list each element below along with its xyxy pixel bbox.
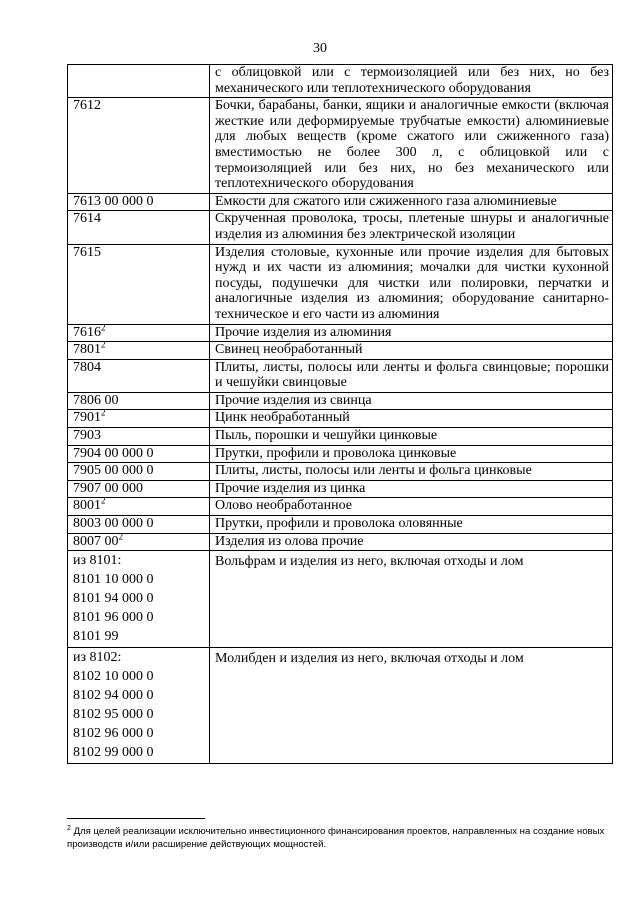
table-row	[68, 533, 613, 551]
footnote-text: Для целей реализации исключительно инвестиционного финансирования проектов, направленных на создание новых производств и/или расширение действующих мощностей.	[67, 826, 605, 850]
code-text: 7612	[73, 98, 101, 114]
table-row	[68, 324, 613, 342]
table-row	[68, 498, 613, 516]
code-list-item: из 8102:	[73, 650, 122, 666]
code-cell	[68, 480, 210, 498]
code-cell	[68, 321, 210, 342]
description-cell: Прочие изделия из свинца	[210, 392, 613, 410]
table-row	[68, 480, 613, 498]
code-cell	[68, 495, 210, 516]
table-row	[68, 445, 613, 463]
table-row	[68, 516, 613, 534]
code-cell	[68, 463, 210, 481]
table-row	[68, 98, 613, 194]
description-cell: Емкости для сжатого или сжиженного газа алюминиевые	[210, 193, 613, 211]
code-list-item: 8102 95 000 0	[73, 707, 154, 723]
table-row	[68, 244, 613, 324]
code-cell	[68, 193, 210, 211]
code-cell	[68, 244, 210, 324]
code-text: 8007 00	[73, 533, 119, 549]
code-list-cell	[68, 551, 210, 648]
code-cell	[68, 516, 210, 534]
code-text: 7615	[73, 244, 101, 260]
code-text: 7804	[73, 359, 101, 375]
description-cell: Цинк необработанный	[210, 410, 613, 428]
code-list-item: 8102 96 000 0	[73, 726, 154, 742]
table-row	[68, 65, 613, 98]
code-cell	[68, 65, 210, 98]
footnote-reference: 2	[101, 339, 106, 350]
table-row	[68, 193, 613, 211]
footnote-reference: 2	[101, 495, 106, 506]
code-text: 8001	[73, 498, 101, 514]
table-row-group	[68, 648, 613, 764]
code-list-cell	[68, 648, 210, 764]
description-cell: Прутки, профили и проволока цинковые	[210, 445, 613, 463]
footnote-marker: 2	[67, 824, 71, 832]
footnote-reference: 2	[118, 530, 123, 541]
code-text: 7904 00 000 0	[73, 445, 154, 461]
table-row	[68, 463, 613, 481]
code-list-item: 8101 10 000 0	[73, 572, 154, 588]
code-cell	[68, 407, 210, 428]
code-list-item: 8101 94 000 0	[73, 591, 154, 607]
commodity-codes-table	[67, 64, 613, 764]
table-row	[68, 359, 613, 392]
code-text: 7613 00 000 0	[73, 193, 154, 209]
footnote-divider	[67, 818, 205, 819]
code-list-item: 8102 10 000 0	[73, 669, 154, 685]
code-cell	[68, 428, 210, 446]
description-cell: Прочие изделия из цинка	[210, 480, 613, 498]
code-text: 7806 00	[73, 392, 119, 408]
description-cell: Пыль, порошки и чешуйки цинковые	[210, 428, 613, 446]
code-cell	[68, 359, 210, 392]
description-cell: Вольфрам и изделия из него, включая отходы и лом	[210, 551, 613, 648]
description-cell: Плиты, листы, полосы или ленты и фольга цинковые	[210, 463, 613, 481]
code-text: 8003 00 000 0	[73, 516, 154, 532]
code-list-item: 8101 96 000 0	[73, 610, 154, 626]
page-number: 30	[313, 41, 327, 56]
code-cell	[68, 392, 210, 410]
table-row	[68, 211, 613, 244]
footnote-reference: 2	[101, 407, 106, 418]
code-text: 7903	[73, 428, 101, 444]
code-cell	[68, 445, 210, 463]
footnote	[67, 825, 613, 851]
code-list-item: 8102 99 000 0	[73, 745, 154, 761]
code-list-item: 8101 99	[73, 629, 119, 645]
description-cell: Изделия из олова прочие	[210, 533, 613, 551]
code-list-item: 8102 94 000 0	[73, 688, 154, 704]
code-list-item: из 8101:	[73, 553, 122, 569]
description-cell: Изделия столовые, кухонные или прочие изделия для бытовых нужд и их части из алюминия; мочалки для чистки кухонной посуды, подушечки для чистки или полировки, перчатки и аналогичные изделия из алюминия; оборудование санитарно-техническое и его части из алюминия	[210, 244, 613, 324]
description-cell: Прочие изделия из алюминия	[210, 324, 613, 342]
table-row-group	[68, 551, 613, 648]
code-text: 7614	[73, 211, 101, 227]
code-text: 7907 00 000	[73, 480, 143, 496]
code-cell	[68, 211, 210, 244]
description-cell: Бочки, барабаны, банки, ящики и аналогичные емкости (включая жесткие или деформируемые трубчатые емкости) алюминиевые для любых веществ (кроме сжатого или сжиженного газа) вместимостью не более 300 л, с облицовкой или с термоизоляцией или без них, но без механического или теплотехнического оборудования	[210, 98, 613, 194]
table-row	[68, 342, 613, 360]
code-text: 7801	[73, 342, 101, 358]
description-cell: Прутки, профили и проволока оловянные	[210, 516, 613, 534]
description-cell: с облицовкой или с термоизоляцией или без них, но без механического или теплотехнического оборудования	[210, 65, 613, 98]
code-text: 7905 00 000 0	[73, 463, 154, 479]
code-cell	[68, 98, 210, 194]
table-row	[68, 392, 613, 410]
table-body	[68, 65, 613, 764]
code-cell	[68, 339, 210, 360]
description-cell: Молибден и изделия из него, включая отходы и лом	[210, 648, 613, 764]
code-cell	[68, 530, 210, 551]
description-cell: Олово необработанное	[210, 498, 613, 516]
footnote-reference: 2	[101, 321, 106, 332]
table-row	[68, 428, 613, 446]
description-cell: Свинец необработанный	[210, 342, 613, 360]
code-text: 7616	[73, 324, 101, 340]
description-cell: Скрученная проволока, тросы, плетеные шнуры и аналогичные изделия из алюминия без электрической изоляции	[210, 211, 613, 244]
code-text: 7901	[73, 410, 101, 426]
description-cell: Плиты, листы, полосы или ленты и фольга свинцовые; порошки и чешуйки свинцовые	[210, 359, 613, 392]
table-row	[68, 410, 613, 428]
